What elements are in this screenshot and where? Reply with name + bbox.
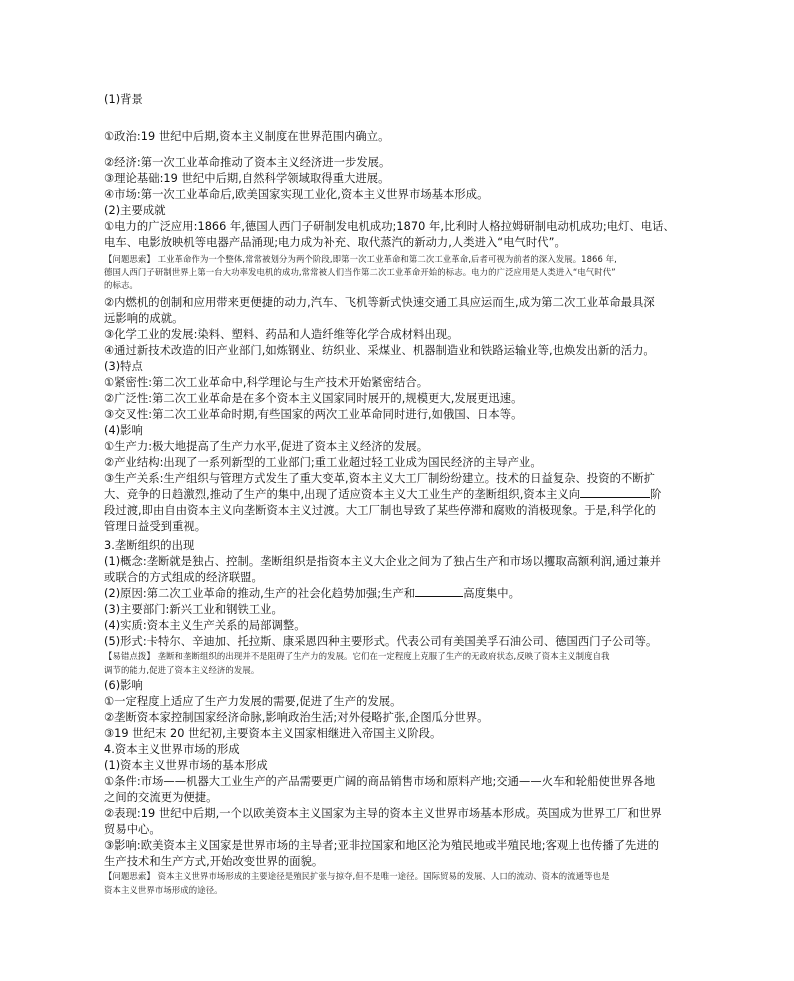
fill-blank[interactable] xyxy=(580,487,650,498)
heading-monopoly-impact: (6)影响 xyxy=(104,679,143,692)
text-line: ③理论基础:19 世纪中后期,自然科学领域取得重大进展。 xyxy=(104,172,390,185)
text-segment: 大、竞争的日趋激烈,推动了生产的集中,出现了适应资本主义大工业生产的垄断组织,资本主义向 xyxy=(104,488,581,501)
note-line: 资本主义世界市场形成的途径。 xyxy=(104,885,223,895)
text-line: ①紧密性:第二次工业革命中,科学理论与生产技术开始紧密结合。 xyxy=(104,376,429,389)
heading-monopoly: 3.垄断组织的出现 xyxy=(104,539,195,552)
text-segment: 高度集中。 xyxy=(463,587,520,600)
text-line: ③化学工业的发展:染料、塑料、药品和人造纤维等化学合成材料出现。 xyxy=(104,328,459,341)
text-line: ②经济:第一次工业革命推动了资本主义经济进一步发展。 xyxy=(104,156,391,169)
text-line: (5)形式:卡特尔、辛迪加、托拉斯、康采恩四种主要形式。代表公司有美国美孚石油公司、德国西门子公司等。 xyxy=(104,635,658,648)
text-line-with-blank xyxy=(104,487,704,503)
text-line: 之间的交流更为便捷。 xyxy=(104,791,218,804)
text-line: (1)资本主义世界市场的基本形成 xyxy=(104,759,268,772)
text-line: ①生产力:极大地提高了生产力水平,促进了资本主义经济的发展。 xyxy=(104,440,429,453)
note-line: 【易错点拨】 垄断和垄断组织的出现并不是阻碍了生产力的发展。它们在一定程度上克服了生产的无政府状态,反映了资本主义制度自我 xyxy=(104,651,610,661)
heading-background: (1)背景 xyxy=(104,93,143,106)
text-line: ③生产关系:生产组织与管理方式发生了重大变革,资本主义大工厂制纷纷建立。技术的日益复杂、投资的不断扩 xyxy=(104,472,655,485)
text-segment: 阶 xyxy=(650,488,662,501)
text-line: (3)主要部门:新兴工业和钢铁工业。 xyxy=(104,603,283,616)
text-line: 段过渡,即由自由资本主义向垄断资本主义过渡。大工厂制也导致了某些停滞和腐败的消极现象。于是,科学化的 xyxy=(104,504,656,517)
text-line: ③影响:欧美资本主义国家是世界市场的主导者;亚非拉国家和地区沦为殖民地或半殖民地;客观上也传播了先进的 xyxy=(104,839,660,852)
text-line: (4)实质:资本主义生产关系的局部调整。 xyxy=(104,619,306,632)
text-line: (1)概念:垄断就是独占、控制。垄断组织是指资本主义大企业之间为了独占生产和市场以攫取高额利润,通过兼并 xyxy=(104,555,661,568)
text-line: ③交叉性:第二次工业革命时期,有些国家的两次工业革命同时进行,如俄国、日本等。 xyxy=(104,408,523,421)
text-line: ④通过新技术改造的旧产业部门,如炼钢业、纺织业、采煤业、机器制造业和铁路运输业等,也焕发出新的活力。 xyxy=(104,344,655,357)
text-line: ②内燃机的创制和应用带来更便捷的动力,汽车、飞机等新式快速交通工具应运而生,成为第二次工业革命最具深 xyxy=(104,296,655,309)
heading-world-market: 4.资本主义世界市场的形成 xyxy=(104,743,240,756)
text-line: ④市场:第一次工业革命后,欧美国家实现工业化,资本主义世界市场基本形成。 xyxy=(104,188,489,201)
text-line: ②垄断资本家控制国家经济命脉,影响政治生活;对外侵略扩张,企图瓜分世界。 xyxy=(104,711,489,724)
fill-blank[interactable] xyxy=(415,586,463,597)
text-line: ③19 世纪末 20 世纪初,主要资本主义国家相继进入帝国主义阶段。 xyxy=(104,727,442,740)
text-line: 远影响的成就。 xyxy=(104,312,184,325)
text-line: ①一定程度上适应了生产力发展的需要,促进了生产的发展。 xyxy=(104,695,402,708)
note-line: 德国人西门子研制世界上第一台大功率发电机的成功,常常被人们当作第二次工业革命开始的标志。电力的广泛应用是人类进入“电气时代” xyxy=(104,267,616,277)
note-line: 的标志。 xyxy=(104,280,138,290)
text-line: ①电力的广泛应用:1866 年,德国人西门子研制发电机成功;1870 年,比利时人格拉姆研制电动机成功;电灯、电话、 xyxy=(104,220,675,233)
text-line: 贸易中心。 xyxy=(104,823,161,836)
heading-achievements: (2)主要成就 xyxy=(104,204,166,217)
note-line: 调节的能力,促进了资本主义经济的发展。 xyxy=(104,665,260,675)
note-line: 【问题思索】 工业革命作为一个整体,常常被划分为两个阶段,即第一次工业革命和第二次工业革命,后者可视为前者的深入发展。1866 年, xyxy=(104,254,617,264)
text-line: ①条件:市场——机器大工业生产的产品需要更广阔的商品销售市场和原料产地;交通——火车和轮船使世界各地 xyxy=(104,775,656,788)
text-segment: (2)原因:第二次工业革命的推动,生产的社会化趋势加强;生产和 xyxy=(104,587,416,600)
text-line: 生产技术和生产方式,开始改变世界的面貌。 xyxy=(104,855,324,868)
text-line-with-blank xyxy=(104,586,704,602)
text-line: 电车、电影放映机等电器产品涌现;电力成为补充、取代蒸汽的新动力,人类进入“电气时代”。 xyxy=(104,236,566,249)
text-line: ①政治:19 世纪中后期,资本主义制度在世界范围内确立。 xyxy=(104,130,390,143)
text-line: ②产业结构:出现了一系列新型的工业部门;重工业超过轻工业成为国民经济的主导产业。 xyxy=(104,456,542,469)
text-line: ②表现:19 世纪中后期,一个以欧美资本主义国家为主导的资本主义世界市场基本形成。英国成为世界工厂和世界 xyxy=(104,807,662,820)
heading-impact: (4)影响 xyxy=(104,424,143,437)
text-line: ②广泛性:第二次工业革命是在多个资本主义国家同时展开的,规模更大,发展更迅速。 xyxy=(104,392,523,405)
note-line: 【问题思索】 资本主义世界市场形成的主要途径是殖民扩张与掠夺,但不是唯一途径。国际贸易的发展、人口的流动、资本的流通等也是 xyxy=(104,871,610,881)
text-line: 管理日益受到重视。 xyxy=(104,520,207,533)
text-line: 或联合的方式组成的经济联盟。 xyxy=(104,571,263,584)
heading-features: (3)特点 xyxy=(104,360,143,373)
